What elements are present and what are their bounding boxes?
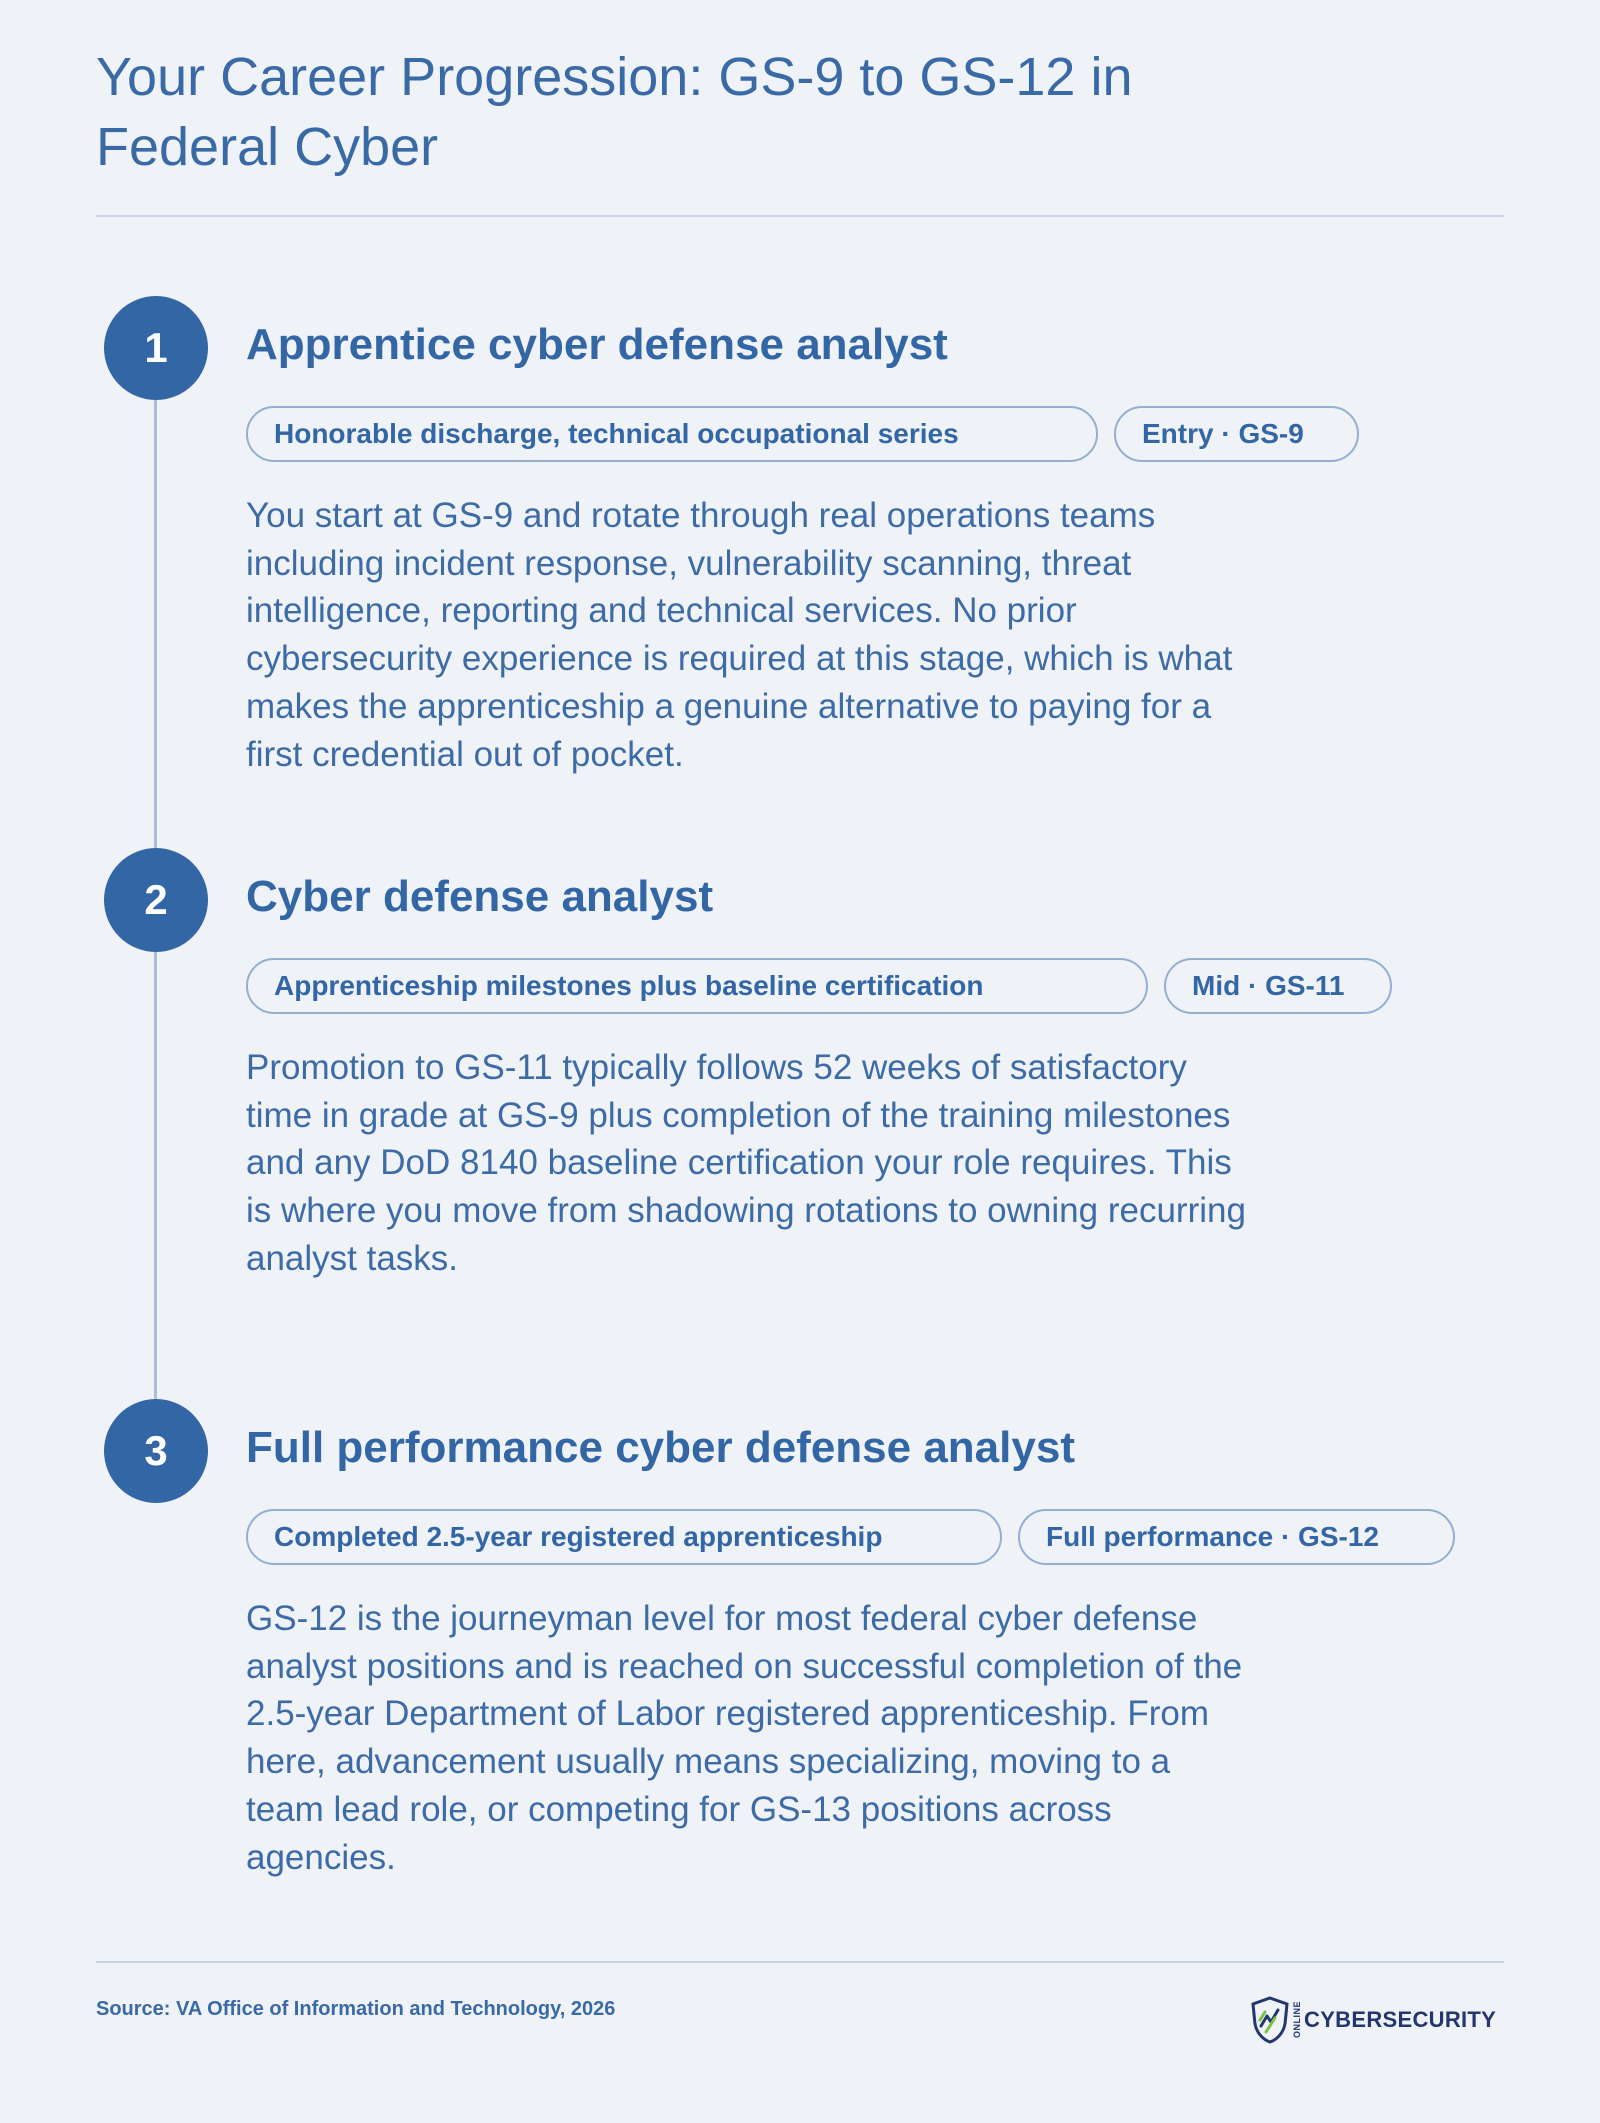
step-number-badge: 3 <box>104 1399 208 1503</box>
brand-logo <box>1250 1995 1496 2045</box>
step-tags <box>246 1509 1455 1565</box>
header-divider <box>96 215 1504 217</box>
step-description: You start at GS-9 and rotate through real operations teams including incident response, vulnerability scanning, threat intelligence, reporting and technical services. No prior cybersecurity experience is required at this stage, which is what makes the apprenticeship a genuine alternative to paying for a first credential out of pocket. <box>246 496 1233 774</box>
step-number-badge: 1 <box>104 296 208 400</box>
footer-divider <box>96 1961 1504 1963</box>
requirement-pill: Apprenticeship milestones plus baseline certification <box>246 958 1148 1014</box>
step-title: Full performance cyber defense analyst <box>246 1423 1075 1472</box>
timeline-connector <box>154 950 157 1403</box>
grade-level-pill: Entry · GS-9 <box>1114 406 1359 462</box>
page-title: Your Career Progression: GS-9 to GS-12 in Federal Cyber <box>96 47 1133 177</box>
grade-level-pill: Mid · GS-11 <box>1164 958 1392 1014</box>
grade-level-pill: Full performance · GS-12 <box>1018 1509 1455 1565</box>
brand-online-label: ONLINE <box>1292 2001 1302 2039</box>
source-citation: Source: VA Office of Information and Technology, 2026 <box>96 1998 616 2020</box>
step-description: Promotion to GS-11 typically follows 52 weeks of satisfactory time in grade at GS-9 plus completion of the training milestones and any DoD 8140 baseline certification your role requires. This is where you move from shadowing rotations to owning recurring analyst tasks. <box>246 1048 1246 1278</box>
step-title: Apprentice cyber defense analyst <box>246 320 948 369</box>
requirement-pill: Completed 2.5-year registered apprenticeship <box>246 1509 1002 1565</box>
step-description: GS-12 is the journeyman level for most federal cyber defense analyst positions and is reached on successful completion of the 2.5-year Department of Labor registered apprenticeship. From here, advancement usually means specializing, moving to a team lead role, or competing for GS-13 positions across agencies. <box>246 1599 1243 1877</box>
shield-icon <box>1250 1996 1290 2044</box>
step-tags <box>246 958 1392 1014</box>
brand-name: CYBERSECURITY <box>1304 2007 1497 2032</box>
step-title: Cyber defense analyst <box>246 872 714 921</box>
step-tags <box>246 406 1359 462</box>
timeline-connector <box>154 398 157 850</box>
step-number-badge: 2 <box>104 848 208 952</box>
requirement-pill: Honorable discharge, technical occupational series <box>246 406 1098 462</box>
